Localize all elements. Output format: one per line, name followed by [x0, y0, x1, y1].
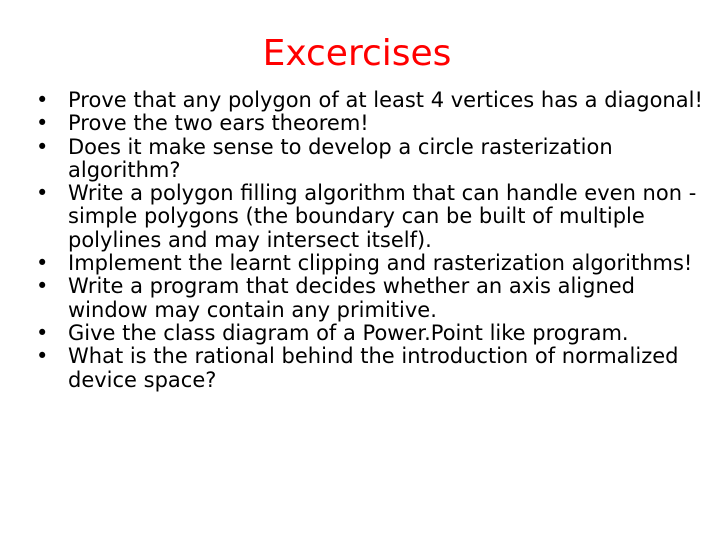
list-item-text: What is the rational behind the introduction of normalized device space?	[68, 344, 679, 392]
exercise-list	[36, 89, 720, 392]
bullet-icon: •	[36, 134, 49, 159]
bullet-icon: •	[36, 251, 49, 276]
bullet-icon: •	[36, 344, 49, 369]
bullet-icon: •	[36, 111, 49, 136]
list-item-text: Write a program that decides whether an axis aligned window may contain any primitive.	[68, 274, 635, 322]
list-item-text: Prove the two ears theorem!	[68, 111, 369, 136]
list-item	[36, 345, 720, 392]
list-item	[36, 322, 720, 345]
bullet-icon: •	[36, 181, 49, 206]
list-item-text: Implement the learnt clipping and rasterization algorithms!	[68, 251, 693, 276]
list-item	[36, 89, 720, 112]
list-item-text: Write a polygon filling algorithm that can handle even non -simple polygons (the boundary can be built of multiple polylines and may intersect itself).	[68, 181, 697, 252]
list-item	[36, 112, 720, 135]
list-item-text: Does it make sense to develop a circle rasterization algorithm?	[68, 134, 613, 182]
bullet-icon: •	[36, 88, 49, 112]
list-item-text: Give the class diagram of a Power.Point like program.	[68, 320, 629, 345]
list-item-text: Prove that any polygon of at least 4 vertices has a diagonal!	[68, 88, 703, 112]
list-item	[36, 182, 720, 252]
list-item	[36, 136, 720, 183]
slide-title: Excercises	[262, 33, 452, 74]
list-item	[36, 252, 720, 275]
bullet-icon: •	[36, 320, 49, 345]
bullet-icon: •	[36, 274, 49, 299]
list-item	[36, 275, 720, 322]
